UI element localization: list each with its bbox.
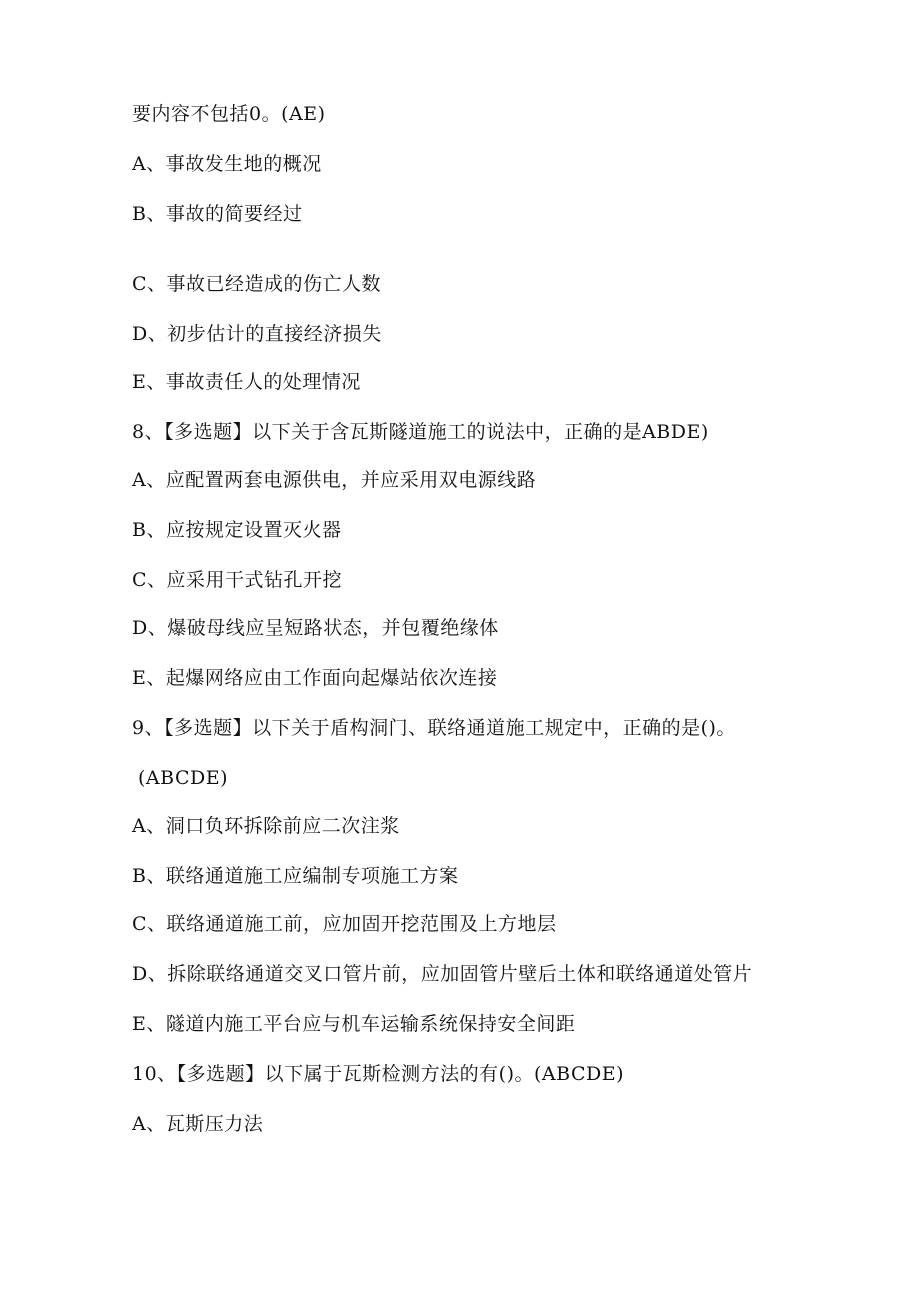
option-e: E、事故责任人的处理情况 [132,371,361,393]
option-a: A、事故发生地的概况 [132,153,322,175]
question-9-answer: (ABCDE) [138,767,229,789]
question-10-option-a: A、瓦斯压力法 [132,1113,264,1135]
text-line-continuation: 要内容不包括0。(AE) [132,103,326,125]
question-9-option-c: C、联络通道施工前，应加固开挖范围及上方地层 [132,913,557,935]
question-9-option-a: A、洞口负环拆除前应二次注浆 [132,815,400,837]
question-8-option-b: B、应按规定设置灭火器 [132,519,342,541]
question-9-option-e: E、隧道内施工平台应与机车运输系统保持安全间距 [132,1013,576,1035]
question-8-option-c: C、应采用干式钻孔开挖 [132,569,343,591]
question-9-option-d: D、拆除联络通道交叉口管片前，应加固管片壁后土体和联络通道处管片 [132,963,753,985]
question-8-option-e: E、起爆网络应由工作面向起爆站依次连接 [132,667,498,689]
question-8: 8、【多选题】以下关于含瓦斯隧道施工的说法中，正确的是ABDE) [132,421,709,443]
option-d: D、初步估计的直接经济损失 [132,323,382,345]
question-8-option-d: D、爆破母线应呈短路状态，并包覆绝缘体 [132,617,499,639]
question-10: 10、【多选题】以下属于瓦斯检测方法的有()。(ABCDE) [132,1063,625,1085]
question-9-option-b: B、联络通道施工应编制专项施工方案 [132,865,459,887]
question-8-option-a: A、应配置两套电源供电，并应采用双电源线路 [132,469,537,491]
option-c: C、事故已经造成的伤亡人数 [132,273,382,295]
option-b: B、事故的简要经过 [132,203,303,225]
question-9: 9、【多选题】以下关于盾构洞门、联络通道施工规定中，正确的是()。 [132,717,736,739]
